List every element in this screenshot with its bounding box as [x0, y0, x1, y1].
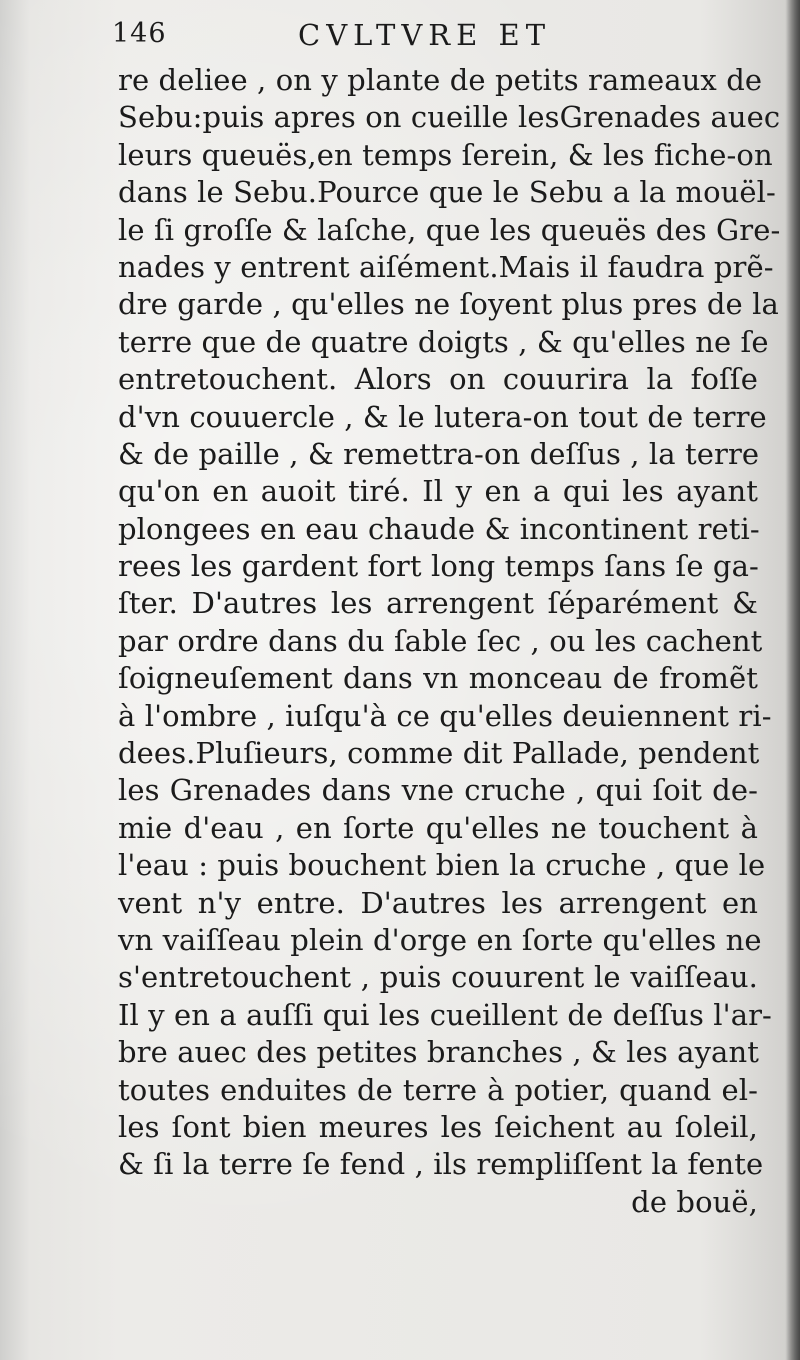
- text-line: le ſi groſſe & laſche, que les queuës des Gre-: [118, 212, 781, 247]
- body-text: [118, 62, 781, 1221]
- page-edge-shadow: [786, 0, 800, 1360]
- page-header: [112, 18, 572, 58]
- text-line: Il y en a auſſi qui les cueillent de deſſus l'ar-: [118, 997, 772, 1032]
- text-line: nades y entrent aiſément.Mais il faudra prẽ-: [118, 249, 774, 284]
- text-line: & de paille , & remettra-on deſſus , la terre: [118, 436, 760, 471]
- catchword-line: de bouë,: [631, 1184, 758, 1219]
- text-line: leurs queuës,en temps ſerein, & les fiche-on: [118, 137, 773, 172]
- text-line: d'vn couuercle , & le lutera-on tout de terre: [118, 399, 767, 434]
- text-line: à l'ombre , iuſqu'à ce qu'elles deuiennent ri-: [118, 698, 772, 733]
- text-line: toutes enduites de terre à potier, quand el-: [118, 1072, 758, 1107]
- text-line: les ſont bien meures les ſeichent au ſoleil,: [118, 1109, 758, 1144]
- text-line: mie d'eau , en ſorte qu'elles ne touchent à: [118, 810, 758, 845]
- text-line: vn vaiſſeau plein d'orge en ſorte qu'elles ne: [118, 922, 762, 957]
- text-line: & ſi la terre ſe fend , ils rempliſſent la fente: [118, 1147, 764, 1182]
- text-line: dans le Sebu.Pource que le Sebu a la mouël-: [118, 175, 776, 210]
- text-line: par ordre dans du ſable ſec , ou les cachent: [118, 623, 763, 658]
- text-line: l'eau : puis bouchent bien la cruche , que le: [118, 848, 766, 883]
- text-line: plongees en eau chaude & incontinent reti-: [118, 511, 760, 546]
- text-line: rees les gardent fort long temps ſans ſe ga-: [118, 549, 759, 584]
- text-line: dees.Pluſieurs, comme dit Pallade, pendent: [118, 736, 760, 771]
- text-line: vent n'y entre. D'autres les arrengent en: [118, 885, 758, 920]
- text-line: les Grenades dans vne cruche , qui ſoit de-: [118, 773, 758, 808]
- text-line: ſter. D'autres les arrengent ſéparément &: [118, 586, 758, 621]
- text-line: Sebu:puis apres on cueille lesGrenades auec: [118, 100, 781, 135]
- running-head: CVLTVRE ET: [298, 18, 552, 52]
- text-line: qu'on en auoit tiré. Il y en a qui les ayant: [118, 474, 758, 509]
- text-line: s'entretouchent , puis couurent le vaiſſeau.: [118, 960, 758, 995]
- text-line: dre garde , qu'elles ne ſoyent plus pres de la: [118, 287, 779, 322]
- page-number: 146: [112, 18, 167, 49]
- text-line: entretouchent. Alors on couurira la foſſe: [118, 362, 758, 397]
- text-line: bre auec des petites branches , & les ayant: [118, 1035, 759, 1070]
- text-line: re deliee , on y plante de petits rameaux de: [118, 63, 763, 97]
- text-line: terre que de quatre doigts , & qu'elles ne ſe: [118, 324, 769, 359]
- text-line: ſoigneuſement dans vn monceau de fromẽt: [118, 661, 758, 696]
